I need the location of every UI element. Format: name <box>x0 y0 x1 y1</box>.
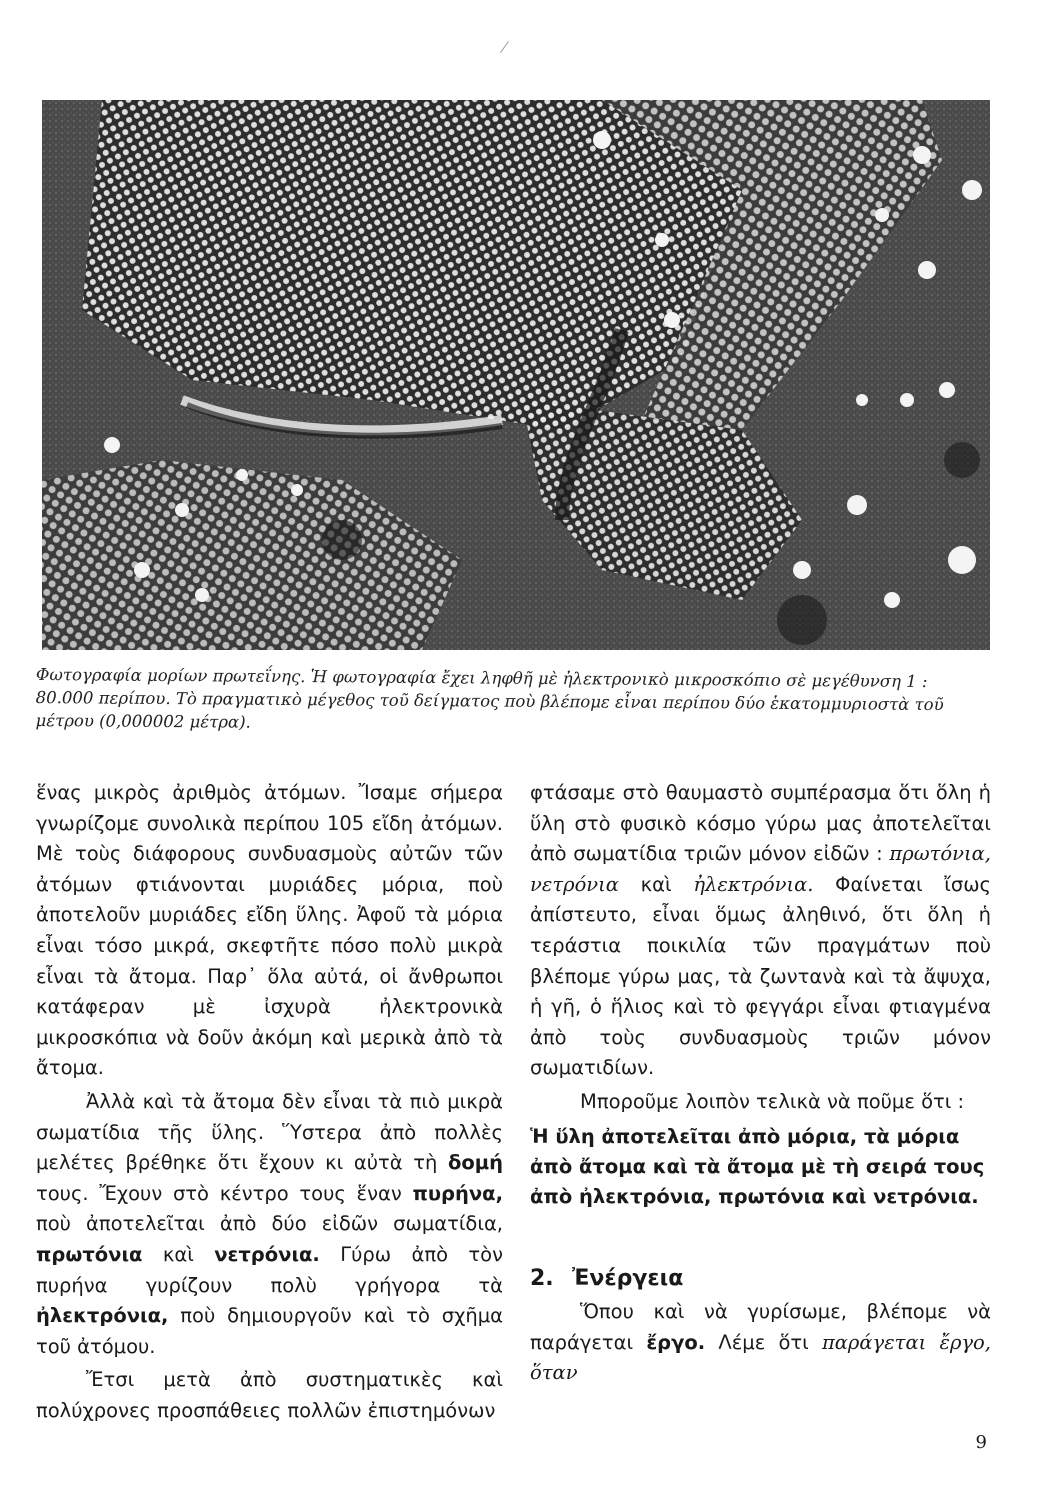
right-paragraph-3: Ὅπου καὶ νὰ γυρίσωμε, βλέπομε νὰ παράγεται ἔργο. Λέμε ὅτι παράγεται ἔργο, ὅταν <box>530 1300 991 1385</box>
left-column <box>36 778 503 1426</box>
right-paragraph-2: Μποροῦμε λοιπὸν τελικὰ νὰ ποῦμε ὅτι : <box>580 1089 965 1113</box>
protein-molecules-micrograph <box>42 100 990 650</box>
left-paragraph-2: Ἀλλὰ καὶ τὰ ἄτομα δὲν εἶναι τὰ πιὸ μικρὰ σωματίδια τῆς ὕλης. Ὕστερα ἀπὸ πολλὲς μελέτες βρέθηκε ὅτι ἔχουν κι αὐτὰ τὴ δομή τους. Ἔχουν στὸ κέντρο τους ἕναν πυρήνα, ποὺ ἀποτελεῖται ἀπὸ δύο εἰδῶν σωματίδια, πρωτόνια καὶ νετρόνια. Γύρω ἀπὸ τὸν πυρήνα γυρίζουν πολὺ γρήγορα τὰ ἠλεκτρόνια, ποὺ δημιουργοῦν καὶ τὸ σχῆμα τοῦ ἀτόμου. <box>36 1089 504 1358</box>
page-number: 9 <box>975 1432 987 1453</box>
section-heading: 2. Ἐνέργεια <box>530 1265 684 1291</box>
left-paragraph-1: ἕνας μικρὸς ἀριθμὸς ἀτόμων. Ἴσαμε σήμερα γνωρίζομε συνολικὰ περίπου 105 εἴδη ἀτόμων. Μὲ τοὺς διάφορους συνδυασμοὺς αὐτῶν τῶν ἀτόμων φτιάνονται μυριάδες μόρια, ποὺ ἀποτελοῦν μυριάδες εἴδη ὕλης. Ἀφοῦ τὰ μόρια εἶναι τόσο μικρά, σκεφτῆτε πόσο πολὺ μικρὰ εἶναι τὰ ἄτομα. Παρ᾿ ὅλα αὐτά, οἱ ἄνθρωποι κατάφεραν μὲ ἰσχυρὰ ἠλεκτρονικὰ μικροσκόπια νὰ δοῦν ἀκόμη καὶ μερικὰ ἀπὸ τὰ ἄτομα. <box>36 781 503 1080</box>
right-column <box>530 778 991 1389</box>
figure-caption: Φωτογραφία μορίων πρωτεΐνης. Ἡ φωτογραφία ἔχει ληφθῆ μὲ ἠλεκτρονικὸ μικροσκόπιο σὲ μεγέθυνση 1 : 80.000 περίπου. Τὸ πραγματικὸ μέγεθος τοῦ δείγματος ποὺ βλέπομε εἶναι περίπου δύο ἑκατομμυριοστὰ τοῦ μέτρου (0,000002 μέτρα). <box>35 664 944 732</box>
corner-pencil-mark <box>500 41 509 53</box>
right-paragraph-1: φτάσαμε στὸ θαυμαστὸ συμπέρασμα ὅτι ὅλη ἡ ὕλη στὸ φυσικὸ κόσμο γύρω μας ἀποτελεῖται ἀπὸ σωματίδια τριῶν μόνον εἰδῶν : πρωτόνια, νετρόνια καὶ ἠλεκτρόνια. Φαίνεται ἴσως ἀπίστευτο, εἶναι ὅμως ἀληθινό, ὅτι ὅλη ἡ τεράστια ποικιλία τῶν πραγμάτων ποὺ βλέπομε γύρω μας, τὰ ζωντανὰ καὶ τὰ ἄψυχα, ἡ γῆ, ὁ ἥλιος καὶ τὸ φεγγάρι εἶναι φτιαγμένα ἀπὸ τοὺς συνδυασμοὺς τριῶν μόνον σωματιδίων. <box>530 781 991 1080</box>
summary-statement: Ἡ ὕλη ἀποτελεῖται ἀπὸ μόρια, τὰ μόρια ἀπὸ ἄτομα καὶ τὰ ἄτομα μὲ τὴ σειρά τους ἀπὸ ἠλεκτρόνια, πρωτόνια καὶ νετρόνια. <box>530 1124 985 1208</box>
left-paragraph-3: Ἔτσι μετὰ ἀπὸ συστηματικὲς καὶ πολύχρονες προσπάθειες πολλῶν ἐπιστημόνων <box>36 1368 503 1422</box>
